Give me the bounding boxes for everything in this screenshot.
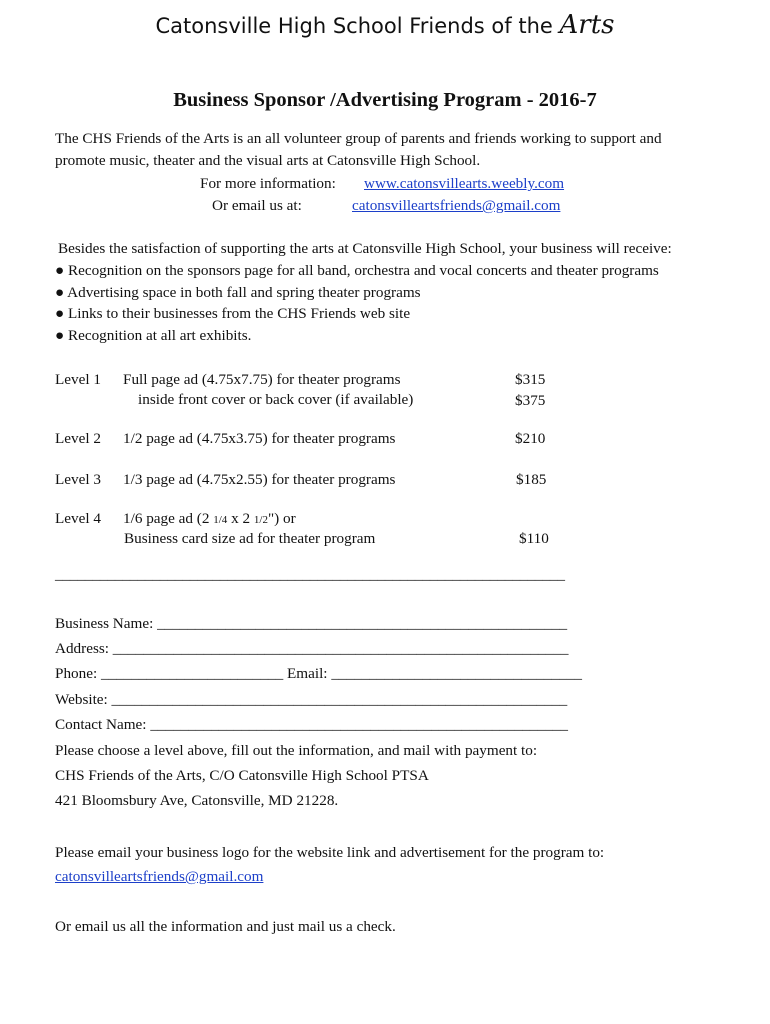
mailing-address-line-1: CHS Friends of the Arts, C/O Catonsville High School PTSA <box>55 767 429 784</box>
level-4-description <box>123 510 296 528</box>
level-4-label: Level 4 <box>55 510 101 527</box>
level-4-desc-suffix: ") or <box>267 510 296 527</box>
mailing-instruction: Please choose a level above, fill out the information, and mail with payment to: <box>55 742 538 759</box>
level-4-fraction-1: 1/4 <box>213 514 228 526</box>
page-title: Business Sponsor /Advertising Program - 2016-7 <box>173 89 597 111</box>
address-field[interactable]: Address: ____________________________________________________________ <box>55 640 569 657</box>
level-1-price: $315 <box>515 371 546 388</box>
mailing-address-line-2: 421 Bloomsbury Ave, Catonsville, MD 21228. <box>55 792 339 809</box>
intro-line-2: promote music, theater and the visual arts at Catonsville High School. <box>55 152 481 169</box>
level-1-sub-description: inside front cover or back cover (if available) <box>138 391 414 408</box>
header-org-name: Catonsville High School Friends of the <box>155 14 553 38</box>
email-link[interactable]: catonsvilleartsfriends@gmail.com <box>352 197 561 214</box>
benefits-intro: Besides the satisfaction of supporting the arts at Catonsville High School, your business will receive: <box>58 240 672 257</box>
contact-name-field[interactable]: Contact Name: _______________________________________________________ <box>55 716 568 733</box>
info-label: For more information: <box>200 175 336 192</box>
organization-header <box>0 10 770 40</box>
level-3-description: 1/3 page ad (4.75x2.55) for theater programs <box>123 471 396 488</box>
level-4-sub-description: Business card size ad for theater program <box>124 530 376 547</box>
business-name-field[interactable]: Business Name: ______________________________________________________ <box>55 615 568 632</box>
header-arts-word: Arts <box>559 10 615 40</box>
email-label: Or email us at: <box>212 197 302 214</box>
level-1-label: Level 1 <box>55 371 101 388</box>
website-field[interactable]: Website: ____________________________________________________________ <box>55 691 568 708</box>
level-1-sub-price: $375 <box>515 392 546 409</box>
benefit-item: ● Recognition on the sponsors page for all band, orchestra and vocal concerts and theater programs <box>55 262 659 279</box>
level-4-desc-x: x 2 <box>231 510 251 527</box>
logo-email-link[interactable]: catonsvilleartsfriends@gmail.com <box>55 868 264 885</box>
level-3-label: Level 3 <box>55 471 101 488</box>
level-2-description: 1/2 page ad (4.75x3.75) for theater programs <box>123 430 396 447</box>
level-3-price: $185 <box>516 471 547 488</box>
website-link[interactable]: www.catonsvillearts.weebly.com <box>364 175 565 192</box>
level-4-price: $110 <box>519 530 549 547</box>
closing-note: Or email us all the information and just mail us a check. <box>55 918 396 935</box>
benefit-item: ● Recognition at all art exhibits. <box>55 327 252 344</box>
phone-email-field[interactable]: Phone: ________________________ Email: _________________________________ <box>55 665 582 682</box>
level-2-price: $210 <box>515 430 546 447</box>
level-4-fraction-2: 1/2 <box>253 514 268 526</box>
level-2-label: Level 2 <box>55 430 101 447</box>
intro-line-1: The CHS Friends of the Arts is an all volunteer group of parents and friends working to support and <box>55 130 662 147</box>
level-1-description: Full page ad (4.75x7.75) for theater programs <box>123 371 401 388</box>
benefit-item: ● Links to their businesses from the CHS Friends web site <box>55 305 411 322</box>
level-4-desc-prefix: 1/6 page ad (2 <box>123 510 210 527</box>
logo-instruction: Please email your business logo for the website link and advertisement for the program to: <box>55 844 605 861</box>
separator-line: ____________________________________________________________________ <box>55 567 565 583</box>
benefit-item: ● Advertising space in both fall and spring theater programs <box>55 284 421 301</box>
